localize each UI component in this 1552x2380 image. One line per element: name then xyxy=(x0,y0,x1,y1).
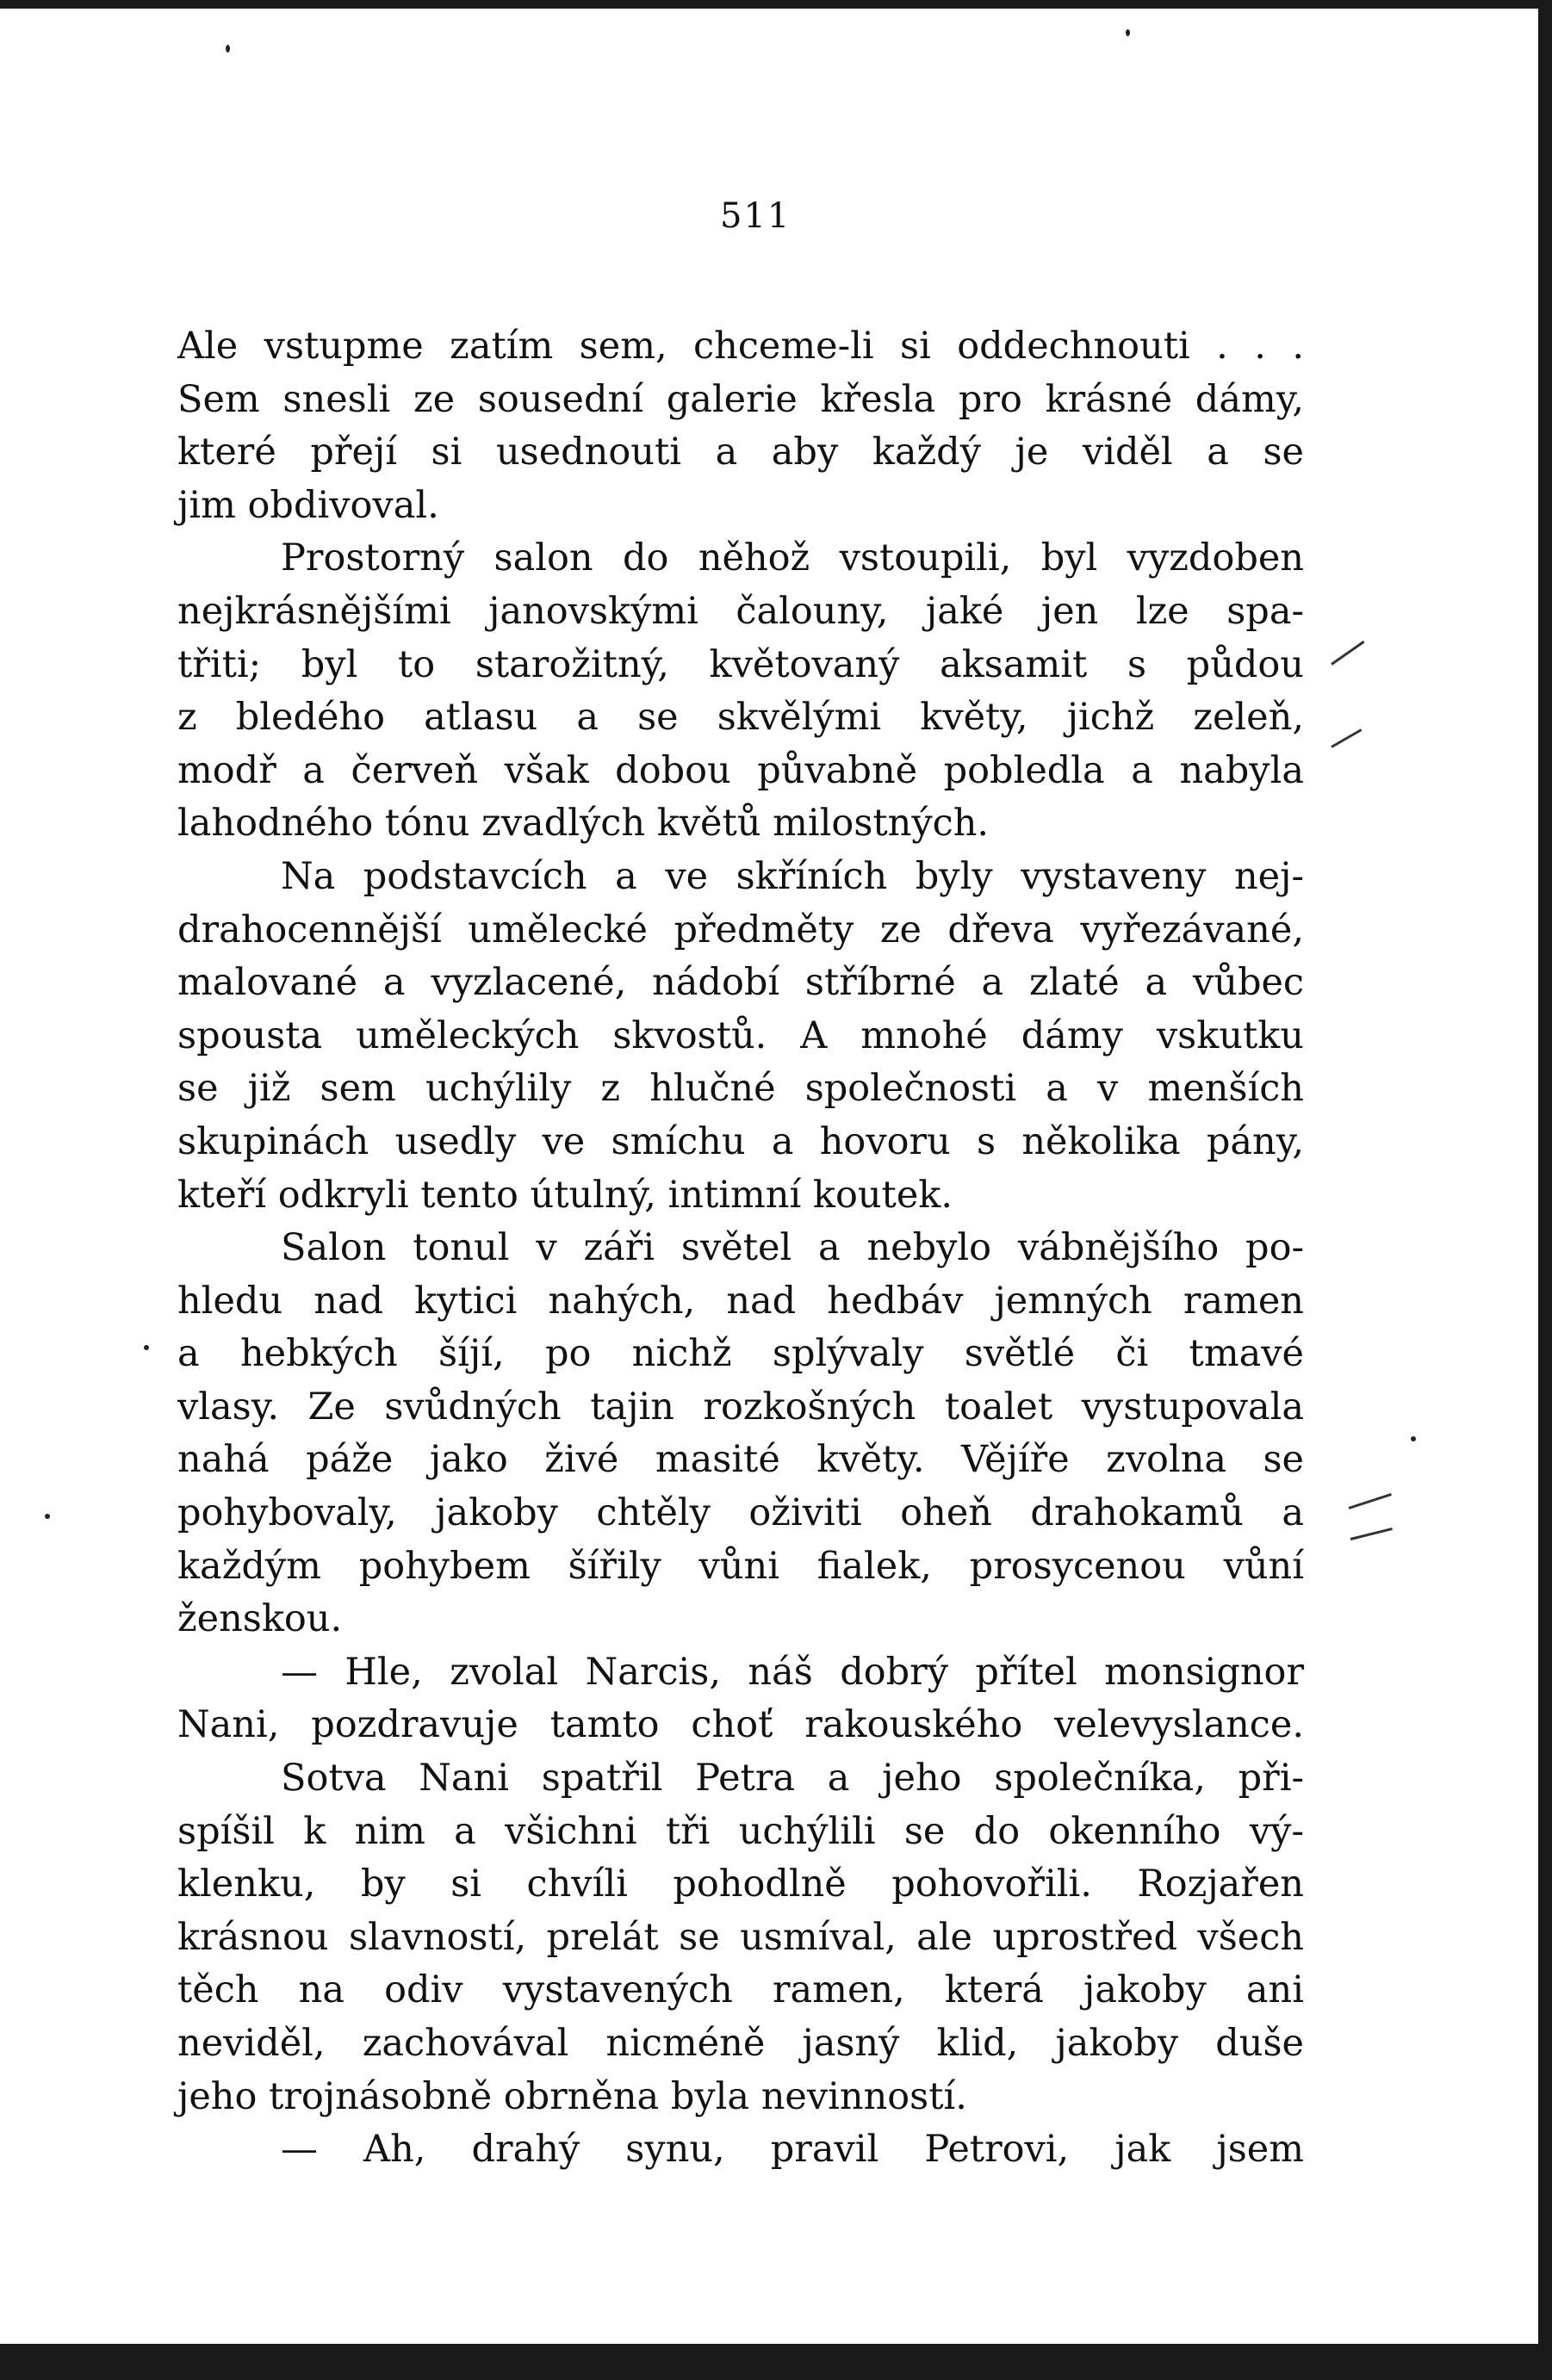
text-line: nahá páže jako živé masité květy. Vějíře zvolna se xyxy=(177,1438,1304,1482)
scan-speck xyxy=(1411,1436,1416,1441)
text-line: pohybovaly, jakoby chtěly oživiti oheň drahokamů a xyxy=(177,1491,1304,1535)
text-line: lahodného tónu zvadlých květů milostných. xyxy=(177,802,990,846)
text-line: hledu nad kytici nahých, nad hedbáv jemných ramen xyxy=(177,1279,1304,1323)
text-line: které přejí si usednouti a aby každý je viděl a se xyxy=(177,431,1304,474)
text-line: Nani, pozdravuje tamto choť rakouského velevyslance. xyxy=(177,1703,1304,1747)
text-line: drahocennější umělecké předměty ze dřeva vyřezávané, xyxy=(177,908,1304,951)
text-line: — Hle, zvolal Narcis, náš dobrý přítel monsignor xyxy=(281,1650,1304,1694)
text-line: Salon tonul v záři světel a nebylo vábnějšího po- xyxy=(281,1226,1304,1270)
text-line: se již sem uchýlily z hlučné společnosti a v menších xyxy=(177,1067,1304,1111)
scan-speck xyxy=(45,1514,50,1519)
text-line: krásnou slavností, prelát se usmíval, ale uprostřed všech xyxy=(177,1915,1304,1959)
scan-border-top xyxy=(0,0,1552,9)
text-line: z bledého atlasu a se skvělými květy, jichž zeleň, xyxy=(177,696,1304,740)
text-line: Prostorný salon do něhož vstoupili, byl vyzdoben xyxy=(281,536,1304,580)
text-line: Na podstavcích a ve skříních byly vystaveny nej- xyxy=(281,854,1304,898)
text-line: nejkrásnějšími janovskými čalouny, jaké jen lze spa- xyxy=(177,589,1304,633)
text-line: neviděl, zachovával nicméně jasný klid, jakoby duše xyxy=(177,2022,1304,2065)
text-line: každým pohybem šířily vůni fialek, prosycenou vůní xyxy=(177,1544,1304,1588)
margin-pencil-mark xyxy=(1331,641,1364,666)
text-line: Sem snesli ze sousední galerie křesla pro krásné dámy, xyxy=(177,377,1304,421)
scan-speck xyxy=(144,1345,149,1350)
margin-pencil-mark xyxy=(1350,1528,1393,1540)
page-number: 511 xyxy=(720,196,792,236)
text-line: — Ah, drahý synu, pravil Petrovi, jak jsem xyxy=(281,2128,1304,2172)
text-line: spousta uměleckých skvostů. A mnohé dámy vskutku xyxy=(177,1013,1304,1057)
margin-pencil-mark xyxy=(1349,1493,1392,1509)
text-line: skupinách usedly ve smíchu a hovoru s několika pány, xyxy=(177,1119,1304,1163)
text-line: a hebkých šíjí, po nichž splývaly světlé či tmavé xyxy=(177,1332,1304,1376)
margin-pencil-mark xyxy=(1331,728,1362,748)
text-line: spíšil k nim a všichni tři uchýlili se do okenního vý- xyxy=(177,1809,1304,1853)
body-text xyxy=(177,320,1304,2177)
text-line: vlasy. Ze svůdných tajin rozkošných toalet vystupovala xyxy=(177,1385,1304,1429)
text-line: kteří odkryli tento útulný, intimní koutek. xyxy=(177,1173,953,1217)
scan-border-bottom xyxy=(0,2344,1552,2380)
text-line: jeho trojnásobně obrněna byla nevinností. xyxy=(177,2074,967,2118)
text-line: klenku, by si chvíli pohodlně pohovořili. Rozjařen xyxy=(177,1862,1304,1906)
text-line: třiti; byl to starožitný, květovaný aksamit s půdou xyxy=(177,642,1304,686)
scan-border-right xyxy=(1538,0,1552,2380)
text-line: Sotva Nani spatřil Petra a jeho společníka, při- xyxy=(281,1757,1304,1800)
scan-speck xyxy=(226,45,230,53)
text-line: malované a vyzlacené, nádobí stříbrné a zlaté a vůbec xyxy=(177,961,1304,1005)
text-line: modř a červeň však dobou půvabně pobledla a nabyla xyxy=(177,748,1304,792)
text-line: Ale vstupme zatím sem, chceme-li si oddechnouti . . . xyxy=(177,325,1304,368)
scan-speck xyxy=(1126,29,1130,36)
text-line: ženskou. xyxy=(177,1597,343,1641)
text-line: jim obdivoval. xyxy=(177,483,439,527)
text-line: těch na odiv vystavených ramen, která jakoby ani xyxy=(177,1968,1304,2012)
